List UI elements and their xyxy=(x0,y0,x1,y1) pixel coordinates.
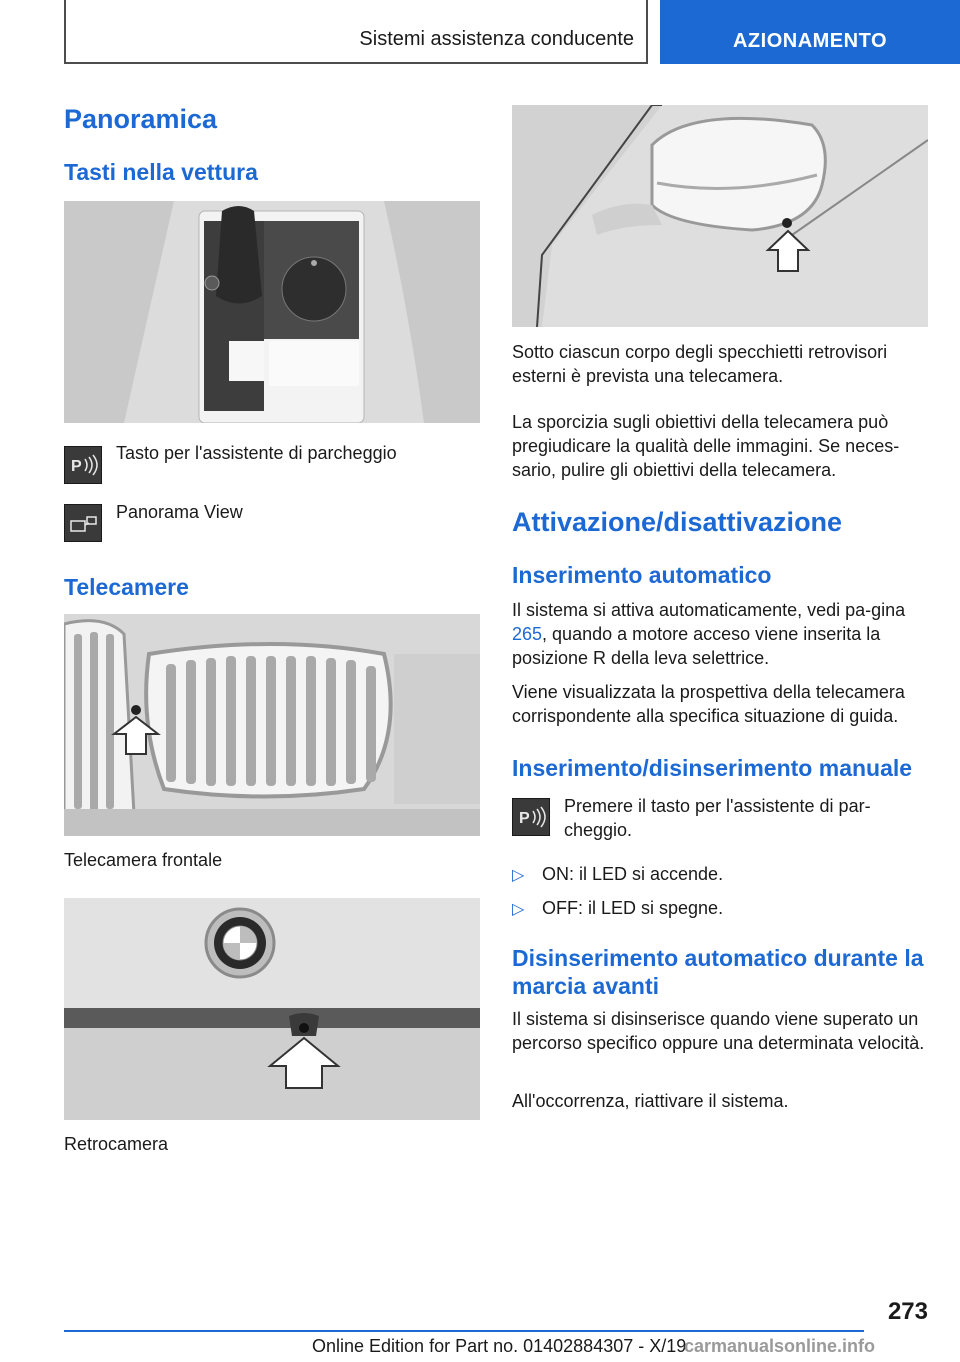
park-assist-icon xyxy=(512,798,550,836)
auto-text-perspective: Viene visualizzata la prospettiva della telecamera corrispondente alla specifica situazione di guida. xyxy=(512,682,905,726)
bullet-on: ▷ ON: il LED si accende. xyxy=(512,862,723,888)
header-chapter-tab[interactable] xyxy=(660,0,960,64)
reactivate-text: All'occorrenza, riattivare il sistema. xyxy=(512,1091,789,1111)
heading-attivazione: Attivazione/disattivazione xyxy=(512,507,843,537)
front-camera-image xyxy=(64,614,480,836)
heading-inserimento-manuale: Inserimento/disinserimento manuale xyxy=(512,755,913,781)
svg-text:P: P xyxy=(519,810,530,827)
icon-label-panorama-view: Panorama View xyxy=(116,502,243,522)
disable-text: Il sistema si disinserisce quando viene superato un percorso specifico oppure una determinata velocità. xyxy=(512,1009,925,1053)
heading-panoramica: Panoramica xyxy=(64,104,218,134)
svg-text:P: P xyxy=(71,458,82,475)
park-assist-icon xyxy=(64,446,102,484)
panorama-view-icon xyxy=(64,504,102,542)
header-chapter-title: AZIONAMENTO xyxy=(732,30,887,52)
auto-text xyxy=(512,598,928,670)
bullet-off: ▷ OFF: il LED si spegne. xyxy=(512,896,723,922)
bullet-triangle-icon: ▷ xyxy=(512,901,525,918)
page-number: 273 xyxy=(887,1298,928,1325)
header-section-title: Sistemi assistenza conducente xyxy=(359,28,634,50)
console-buttons-image xyxy=(64,201,480,423)
heading-inserimento-auto: Inserimento automatico xyxy=(512,562,772,588)
heading-telecamere: Telecamere xyxy=(64,574,189,600)
auto-text-part-1: Il sistema si attiva automaticamente, vedi pa-gina xyxy=(512,600,906,620)
rear-camera-image xyxy=(64,898,480,1120)
header-section-box xyxy=(64,0,648,64)
auto-text-part-2: , quando a motore acceso viene inserita la posizione R della leva selettrice. xyxy=(512,624,881,668)
caption-front-camera: Telecamera frontale xyxy=(64,850,223,870)
bullet-triangle-icon: ▷ xyxy=(512,867,525,884)
caption-rear-camera: Retrocamera xyxy=(64,1134,169,1154)
heading-tasti: Tasti nella vettura xyxy=(64,159,258,185)
footer-watermark: carmanualsonline.info xyxy=(684,1336,876,1356)
footer-divider xyxy=(64,1330,864,1332)
dirt-text: La sporcizia sugli obiettivi della telecamera può pregiudicare la qualità delle immagini. Se neces-sario, pulire gli obiettivi della telecamera. xyxy=(512,412,900,480)
footer-edition: Online Edition for Part no. 01402884307 - X/19 xyxy=(312,1336,687,1356)
manual-text: Premere il tasto per l'assistente di par-cheggio. xyxy=(564,796,871,840)
icon-label-park-assist: Tasto per l'assistente di parcheggio xyxy=(116,443,397,463)
mirror-text: Sotto ciascun corpo degli specchietti retrovisori esterni è prevista una telecamera. xyxy=(512,342,888,386)
heading-disinserimento: Disinserimento automatico durante la marcia avanti xyxy=(512,945,924,999)
mirror-camera-image xyxy=(512,105,928,327)
page-link-265[interactable]: 265 xyxy=(512,624,543,644)
